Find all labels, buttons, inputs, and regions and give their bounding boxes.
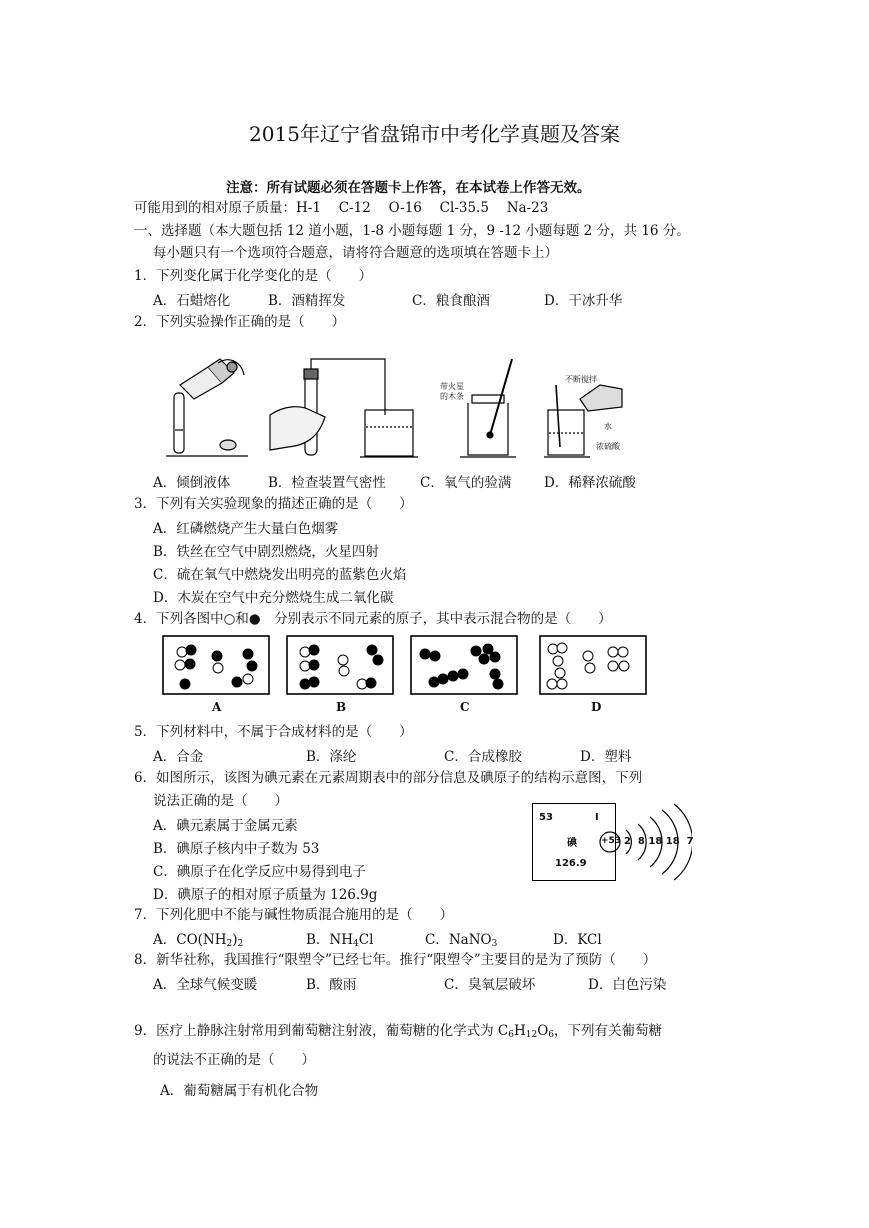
q9-stem-line2: 的说法不正确的是（ ） (153, 1052, 315, 1068)
section1-line2: 每小题只有一个选项符合题意，请将符合题意的选项填在答题卡上） (153, 245, 558, 261)
q2-option-a: A．倾倒液体 (153, 475, 231, 491)
q3-option-a: A．红磷燃烧产生大量白色烟雾 (153, 521, 339, 537)
q7-option-c: C．NaNO$_3$ (425, 932, 498, 949)
q6-option-c: C．碘原子在化学反应中易得到电子 (153, 864, 366, 880)
q2-option-b: B．检查装置气密性 (268, 475, 386, 491)
page-title: 2015年辽宁省盘锦市中考化学真题及答案 (249, 122, 620, 146)
q4-label-c: C (460, 700, 470, 714)
q4-label-b: B (336, 700, 347, 714)
q6-stem-line1: 6．如图所示，该图为碘元素在元素周期表中的部分信息及碘原子的结构示意图，下列 (134, 770, 643, 786)
q8-option-d: D．白色污染 (588, 977, 667, 993)
q9-option-a: A．葡萄糖属于有机化合物 (160, 1083, 319, 1099)
q6-option-a: A．碘元素属于金属元素 (153, 818, 298, 834)
q2-fig-d-label2: 水 (604, 422, 612, 431)
q3-option-d: D．木炭在空气中充分燃烧生成二氧化碳 (153, 590, 394, 606)
q6-stem-line2: 说法正确的是（ ） (153, 793, 288, 809)
q7-stem: 7．下列化肥中不能与碱性物质混合施用的是（ ） (134, 907, 454, 923)
q6-option-d: D．碘原子的相对原子质量为 126.9g (153, 887, 378, 903)
q2-fig-c-label1: 带火星 (440, 382, 464, 391)
q7-option-d: D．KCl (553, 932, 602, 948)
q3-option-b: B．铁丝在空气中剧烈燃烧，火星四射 (153, 544, 379, 560)
q2-fig-d-label3: 浓硫酸 (596, 442, 620, 451)
q3-option-c: C．硫在氧气中燃烧发出明亮的蓝紫色火焰 (153, 567, 407, 583)
q2-fig-d-label1: 不断搅拌 (565, 375, 597, 384)
q1-option-b: B．酒精挥发 (268, 293, 346, 309)
q2-stem: 2．下列实验操作正确的是（ ） (134, 314, 346, 330)
atom-shells: 2 8 18 18 7 (624, 836, 694, 847)
element-number: 53 (539, 812, 553, 823)
q2-fig-c-label2: 的木条 (440, 392, 464, 401)
q9-stem-line1: 9．医疗上静脉注射常用到葡萄糖注射液，葡萄糖的化学式为 $C_6H_{12}O_6$，下列有关葡萄糖 (134, 1023, 662, 1040)
q1-option-d: D．干冰升华 (544, 293, 623, 309)
q5-option-d: D．塑料 (580, 749, 632, 765)
q1-stem: 1．下列变化属于化学变化的是（ ） (134, 268, 373, 284)
notice: 注意：所有试题必须在答题卡上作答，在本试卷上作答无效。 (226, 180, 591, 196)
q1-option-a: A．石蜡熔化 (153, 293, 231, 309)
q2-option-c: C．氧气的验满 (420, 475, 512, 491)
q5-option-a: A．合金 (153, 749, 204, 765)
q4-label-a: A (212, 700, 222, 714)
airtightness-check-figure (270, 359, 418, 457)
q2-option-d: D．稀释浓硫酸 (544, 475, 636, 491)
element-name: 碘 (567, 838, 577, 849)
q8-stem: 8．新华社称，我国推行“限塑令”已经七年。推行“限塑令”主要目的是为了预防（ ） (134, 952, 657, 968)
oxygen-check-figure (460, 359, 516, 457)
atom-nucleus: +53 (601, 836, 622, 846)
element-symbol: I (595, 812, 599, 823)
q3-stem: 3．下列有关实验现象的描述正确的是（ ） (134, 496, 413, 512)
element-mass: 126.9 (555, 858, 587, 869)
q6-option-b: B．碘原子核内中子数为 53 (153, 841, 320, 857)
q8-option-a: A．全球气候变暖 (153, 977, 258, 993)
q4-particle-boxes (160, 634, 650, 698)
pouring-liquid-figure (166, 359, 248, 456)
section1-line1: 一、选择题（本大题包括 12 道小题，1-8 小题每题 1 分，9 -12 小题每题 2 分，共 16 分。 (134, 223, 690, 239)
q7-option-a: A．$CO(NH_2)_2$ (153, 932, 244, 949)
q7-option-b: B．$NH_4Cl$ (306, 932, 374, 949)
q1-option-c: C．粮食酿酒 (412, 293, 490, 309)
q4-label-d: D (591, 700, 602, 714)
q2-experiment-figures (160, 355, 660, 465)
q8-option-b: B．酸雨 (306, 977, 357, 993)
atomic-masses: 可能用到的相对原子质量：H-1 C-12 O-16 Cl-35.5 Na-23 (134, 200, 549, 216)
q5-stem: 5．下列材料中，不属于合成材料的是（ ） (134, 724, 413, 740)
q4-stem: 4．下列各图中○和● 分别表示不同元素的原子，其中表示混合物的是（ ） (134, 611, 612, 627)
q5-option-c: C．合成橡胶 (444, 749, 522, 765)
q5-option-b: B．涤纶 (306, 749, 357, 765)
q8-option-c: C．臭氧层破坏 (444, 977, 536, 993)
